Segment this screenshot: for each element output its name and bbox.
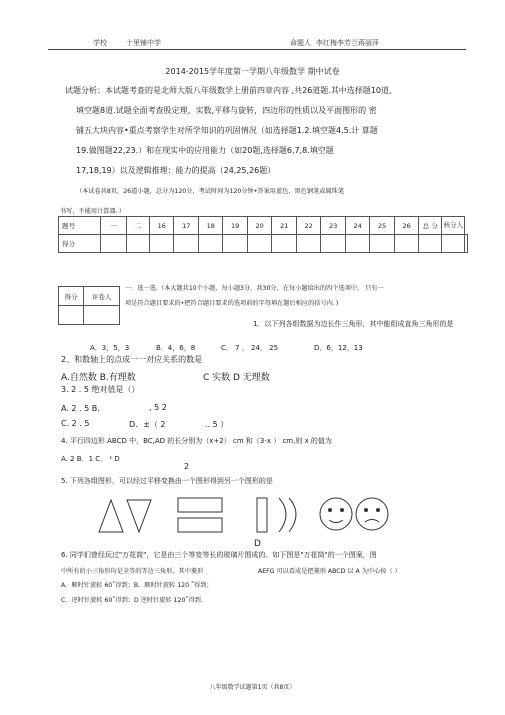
q3-option-d: D．±（ 2 bbox=[129, 420, 166, 429]
col-24: 24 bbox=[345, 217, 369, 235]
q5-figure-c-shapes bbox=[253, 492, 303, 540]
score-cell[interactable] bbox=[272, 235, 296, 253]
score-cell[interactable] bbox=[321, 235, 345, 253]
col-reviewer: 核分人 bbox=[442, 217, 465, 235]
exam-note-line-2: 书写，不能用计算器．） bbox=[60, 208, 125, 215]
q5-figure-a-triangles bbox=[95, 494, 155, 536]
exam-title: 2014-2015学年度第一学期八年级数学 期中试卷 bbox=[165, 67, 340, 76]
col-22: 22 bbox=[296, 217, 320, 235]
col-20: 20 bbox=[247, 217, 271, 235]
q1-stem: 1．以下列各组数据为边长作三角形，其中能组成直角三角形的是 bbox=[253, 320, 454, 328]
score-cell[interactable] bbox=[345, 235, 369, 253]
grader-score-label: 得分 bbox=[59, 287, 84, 306]
col-19: 19 bbox=[223, 217, 247, 235]
q6-options-ab: A．顺时针旋转 60˚得到；B．顺时针旋转 120 ˚得到； bbox=[61, 582, 213, 589]
exam-note-line-1: （本试卷共8页，26道小题，总分为120分，考试时间为120分钟•答案用蓝色，黑色钢笔或圆珠笔 bbox=[76, 188, 345, 195]
grader-reviewer-label: 评卷人 bbox=[84, 287, 120, 306]
score-cell[interactable] bbox=[150, 235, 174, 253]
q1-option-a: A．3，5，3 bbox=[90, 344, 130, 352]
score-table-header-row bbox=[59, 217, 468, 235]
score-cell[interactable] bbox=[370, 235, 394, 253]
q6-line-2-tail: AEFG 可以看成是把菱形 ABCD 以 A 为中心按（ ） bbox=[258, 568, 401, 575]
school-label: 学校 bbox=[93, 39, 107, 47]
q4-fraction-denominator: 2 bbox=[184, 462, 190, 471]
score-cell[interactable] bbox=[296, 235, 320, 253]
q1-option-c: C． 7 ， 24， 25 bbox=[221, 344, 279, 352]
q3-option-c: C. 2 . 5 bbox=[61, 419, 90, 428]
q4-options: A. 2 B．1 C． ¹ D bbox=[61, 455, 120, 463]
analysis-line-2: 填空题8道.试题全面考查股定理，实数,平移与旋转，四边形的性质以及平面图形的 密 bbox=[76, 106, 377, 115]
score-cell[interactable] bbox=[419, 235, 442, 253]
score-label: 得分 bbox=[59, 235, 101, 253]
page-footer: 八年级数学试题第1页（共8页） bbox=[209, 684, 296, 691]
q6-line-2: 中所有的小三角形均是全等的等边三角形，其中菱形 bbox=[61, 568, 204, 575]
author-names: 李红梅李芳兰蒋丽萍 bbox=[316, 39, 379, 47]
q3-option-b-tail: , 5 2 bbox=[149, 403, 167, 412]
col-25: 25 bbox=[370, 217, 394, 235]
section-1-line-1: 一．选一选.（本大题共10个小题，每小题3分，共30分，在每小题给出的四个选项中， 只有一 bbox=[125, 285, 384, 292]
q3-stem: 3. 2 . 5 绝对值是（） bbox=[61, 385, 140, 394]
col-26: 26 bbox=[394, 217, 418, 235]
score-cell[interactable] bbox=[174, 235, 198, 253]
score-cell[interactable] bbox=[442, 235, 465, 253]
score-cell[interactable] bbox=[223, 235, 247, 253]
q2-options-cd: C 实数 D 无理数 bbox=[203, 373, 270, 383]
col-total: 总 分 bbox=[419, 217, 442, 235]
col-17: 17 bbox=[174, 217, 198, 235]
q5-option-d-label: D bbox=[254, 539, 261, 549]
grader-score-cell[interactable] bbox=[59, 306, 84, 325]
score-table-score-row bbox=[59, 235, 468, 253]
analysis-line-1: 试题分析：本试题考查的是北师大版八年级数学上册前四章内容 ,共26道题.其中选择题10道, bbox=[65, 86, 392, 95]
q6-options-cd: C．逆时针旋转 60˚得到；D 逆时针旋转 120˚得到. bbox=[61, 597, 203, 604]
analysis-line-4: 19.做图题22,23.）和在现实中的应用能力（如20题,选择题6,7,8.填空题 bbox=[76, 146, 334, 155]
score-cell[interactable] bbox=[394, 235, 418, 253]
score-cell[interactable] bbox=[465, 235, 468, 253]
score-cell[interactable] bbox=[101, 235, 127, 253]
q6-line-1: 6. 同学们曾经玩过"万花筒"，它是由三个等宽等长的玻璃片围成的。如下图是"万花筒"的一个图案，图 bbox=[61, 551, 377, 559]
q3-option-d-tail: .. 5 ） bbox=[205, 420, 229, 429]
col-section-two bbox=[127, 217, 150, 235]
score-cell[interactable] bbox=[247, 235, 271, 253]
grader-box bbox=[58, 286, 120, 325]
analysis-line-3: 铺五大块内容•重点考察学生对所学知识的巩固情况（如选择题1.2.填空题4.5.计 算题 bbox=[76, 126, 378, 135]
author-label: 命题人 bbox=[290, 39, 311, 47]
row-label: 题号 bbox=[59, 217, 101, 235]
col-21: 21 bbox=[272, 217, 296, 235]
score-table bbox=[58, 216, 468, 253]
section-1-line-2: 项是符合题目要求的•把符合题目要求的选项前的字母填在题后相应的括号内．) bbox=[125, 300, 339, 307]
col-section-two-label: 二 bbox=[134, 222, 142, 230]
col-section-one: 一 bbox=[101, 217, 127, 235]
col-23: 23 bbox=[321, 217, 345, 235]
score-cell[interactable] bbox=[127, 235, 150, 253]
col-18: 18 bbox=[198, 217, 222, 235]
col-16: 16 bbox=[150, 217, 174, 235]
q2-stem: 2、和数轴上的点成一一对应关系的数是 bbox=[61, 355, 203, 364]
score-cell[interactable] bbox=[198, 235, 222, 253]
grader-reviewer-cell[interactable] bbox=[84, 306, 120, 325]
q5-figure-b-rectangles bbox=[175, 494, 225, 536]
analysis-line-5: 17,18,19）以及逻辑推理：能力的提高（24,25,26题） bbox=[76, 166, 276, 175]
q5-stem: 5. 下列各组图形，可以经过平移变换由一个图形得到另一个图形的是 bbox=[61, 477, 273, 485]
q4-stem: 4. 平行四边形 ABCD 中，BC,AD 的长分别为（x+2） cm 和（3-x ） cm,则 x 的值为 bbox=[61, 437, 332, 445]
q1-option-d: D．6，12，13 bbox=[314, 344, 363, 352]
school-name: 十里铺中学 bbox=[126, 39, 161, 47]
header-rule bbox=[48, 49, 466, 50]
q1-option-b: B．4，6，8 bbox=[156, 344, 196, 352]
q3-option-ab: A. 2 . 5 B． bbox=[61, 404, 106, 413]
q5-figure-d-faces bbox=[318, 492, 390, 540]
q2-options-ab: A.自然数 B.有理数 bbox=[61, 373, 136, 383]
